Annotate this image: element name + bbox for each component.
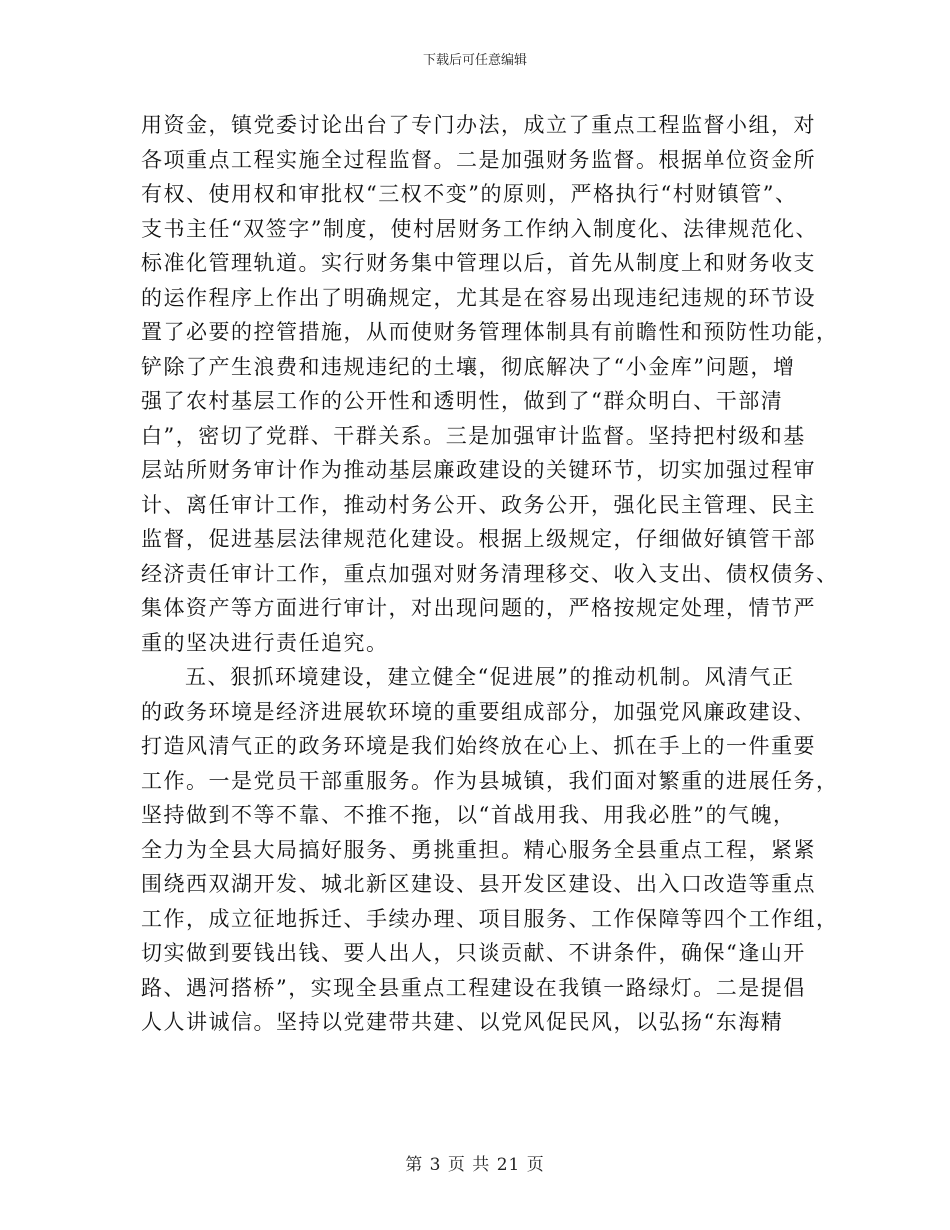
text-line: 标准化管理轨道。实行财务集中管理以后，首先从制度上和财务收支	[141, 251, 816, 275]
text-line: 打造风清气正的政务环境是我们始终放在心上、抓在手上的一件重要	[141, 734, 816, 758]
text-line: 集体资产等方面进行审计，对出现问题的，严格按规定处理，情节严	[141, 596, 816, 620]
text-line: 层站所财务审计作为推动基层廉政建设的关键环节，切实加强过程审	[141, 458, 816, 482]
page-header: 下载后可任意编辑	[422, 53, 527, 68]
text-line: 的政务环境是经济进展软环境的重要组成部分，加强党风廉政建设、	[141, 699, 816, 724]
text-line: 重的坚决进行责任追究。	[141, 630, 389, 655]
text-line: 人人讲诚信。坚持以党建带共建、以党风促民风，以弘扬“东海精	[141, 1010, 784, 1034]
text-line: 坚持做到不等不靠、不推不拖，以“首战用我、用我必胜”的气魄，	[141, 803, 796, 827]
document-body	[141, 108, 839, 1040]
text-line: 强了农村基层工作的公开性和透明性，做到了“群众明白、干部清	[141, 389, 784, 413]
text-line: 白”，密切了党群、干群关系。三是加强审计监督。坚持把村级和基	[141, 423, 806, 448]
text-line: 支书主任“双签字”制度，使村居财务工作纳入制度化、法律规范化、	[141, 216, 818, 241]
text-line: 置了必要的控管措施，从而使财务管理体制具有前瞻性和预防性功能，	[141, 320, 839, 344]
text-line: 用资金，镇党委讨论出台了专门办法，成立了重点工程监督小组，对	[141, 113, 816, 137]
text-line: 经济责任审计工作，重点加强对财务清理移交、收入支出、债权债务、	[141, 561, 839, 586]
text-line: 工作，成立征地拆迁、手续办理、项目服务、工作保障等四个工作组，	[141, 906, 839, 931]
text-line: 有权、使用权和审批权“三权不变”的原则，严格执行“村财镇管”、	[141, 182, 798, 206]
text-line: 工作。一是党员干部重服务。作为县城镇，我们面对繁重的进展任务，	[141, 768, 839, 793]
text-line: 铲除了产生浪费和违规违纪的土壤，彻底解决了“小金库”问题，增	[141, 354, 796, 379]
text-line: 围绕西双湖开发、城北新区建设、县开发区建设、出入口改造等重点	[141, 872, 816, 896]
text-line: 监督，促进基层法律规范化建设。根据上级规定，仔细做好镇管干部	[141, 527, 816, 551]
paragraph-start-line: 五、狠抓环境建设，建立健全“促进展”的推动机制。风清气正	[185, 665, 795, 689]
text-line: 路、遇河搭桥”，实现全县重点工程建设在我镇一路绿灯。二是提倡	[141, 975, 806, 1000]
text-line: 切实做到要钱出钱、要人出人，只谈贡献、不讲条件，确保“逢山开	[141, 941, 806, 965]
text-line: 全力为全县大局搞好服务、勇挑重担。精心服务全县重点工程，紧紧	[141, 837, 816, 862]
text-line: 的运作程序上作出了明确规定，尤其是在容易出现违纪违规的环节设	[141, 285, 816, 310]
page-number-footer: 第 3 页 共 21 页	[405, 1155, 545, 1175]
text-line: 计、离任审计工作，推动村务公开、政务公开，强化民主管理、民主	[141, 492, 816, 517]
text-line: 各项重点工程实施全过程监督。二是加强财务监督。根据单位资金所	[141, 147, 816, 172]
